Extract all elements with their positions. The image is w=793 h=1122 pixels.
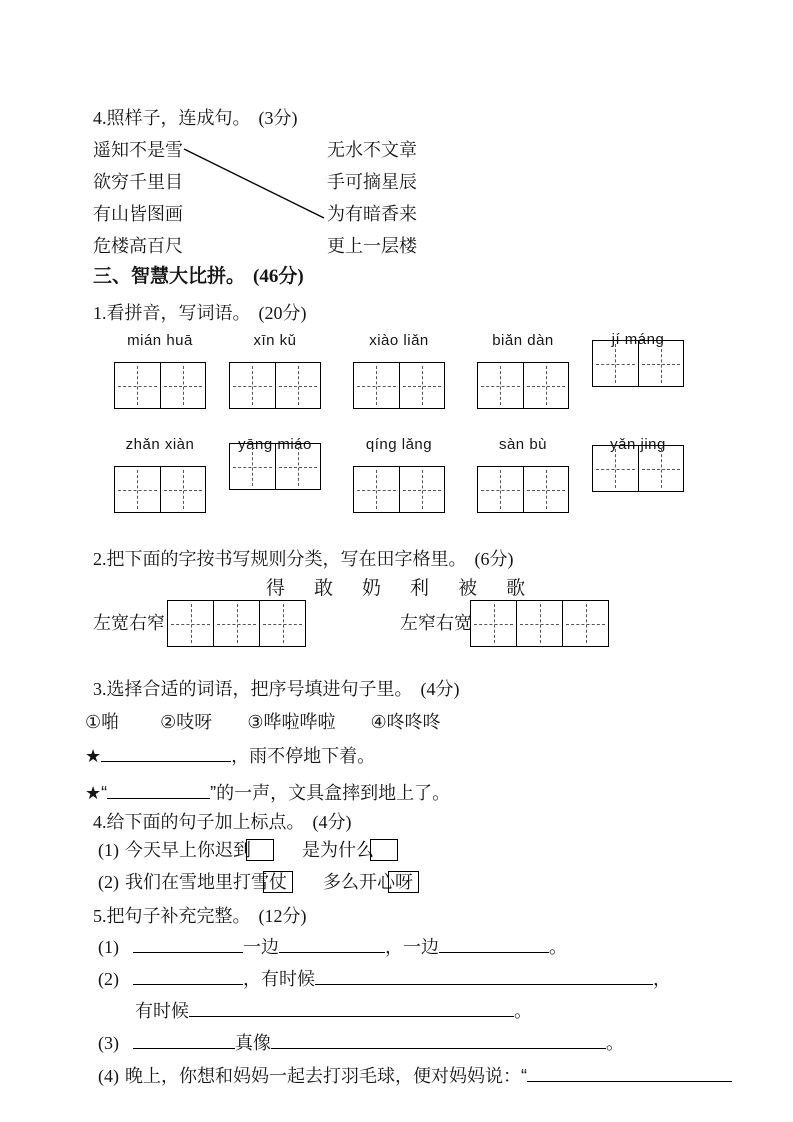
answer-blank[interactable] xyxy=(189,1001,514,1017)
q5-title: 5.把句子补充完整。 (12分) xyxy=(93,906,307,926)
tianzige-grid xyxy=(477,362,569,409)
tianzige-cell[interactable] xyxy=(517,601,563,646)
character-list xyxy=(266,573,525,600)
match-question-title: 4.照样子，连成句。 (3分) xyxy=(93,108,298,128)
tianzige-grid xyxy=(229,362,321,409)
tianzige-cell[interactable] xyxy=(400,467,445,512)
pinyin-label: yāng miáo xyxy=(238,436,312,453)
punctuation-box[interactable] xyxy=(263,871,293,893)
tianzige-cell[interactable] xyxy=(563,601,608,646)
item-number: (1) xyxy=(98,937,119,957)
tianzige-grid xyxy=(353,362,445,409)
pinyin-label: jí máng xyxy=(611,331,665,348)
q5-sentence-3: (3) 真像 。 xyxy=(98,1033,624,1053)
tianzige-cell[interactable] xyxy=(214,601,260,646)
pinyin-label: zhǎn xiàn xyxy=(125,436,195,453)
q5-sentence-1: (1) 一边 ，一边 。 xyxy=(98,937,567,957)
tianzige-cell[interactable] xyxy=(161,467,206,512)
pinyin-label: biǎn dàn xyxy=(492,332,554,349)
character: 奶 xyxy=(362,578,382,599)
item-number: (2) xyxy=(98,969,119,989)
tianzige-cell[interactable] xyxy=(354,467,400,512)
pinyin-label: yǎn jing xyxy=(610,436,666,453)
answer-blank[interactable] xyxy=(107,783,210,799)
tianzige-cell[interactable] xyxy=(115,467,161,512)
tianzige-cell[interactable] xyxy=(168,601,214,646)
tianzige-cell[interactable] xyxy=(276,444,321,489)
q3-sentence-1: ★ ，雨不停地下着。 xyxy=(85,746,376,766)
option-item[interactable]: ①啪 xyxy=(85,712,120,732)
tianzige-cell[interactable] xyxy=(524,363,569,408)
pinyin-label: mián huā xyxy=(127,332,193,349)
tianzige-grid xyxy=(592,340,684,387)
answer-blank[interactable] xyxy=(279,937,385,953)
q3-sentence-2: ★“ ”的一声，文具盒摔到地上了。 xyxy=(85,783,451,803)
tianzige-grid xyxy=(477,466,569,513)
score-label: (4分) xyxy=(420,679,460,699)
match-right-item[interactable]: 更上一层楼 xyxy=(327,236,417,256)
tianzige-grid xyxy=(114,466,206,513)
score-label: (4分) xyxy=(312,812,352,832)
punctuation-box[interactable] xyxy=(370,839,398,861)
q1-title: 1.看拼音，写词语。 (20分) xyxy=(93,303,307,323)
answer-blank[interactable] xyxy=(271,1033,606,1049)
answer-blank[interactable] xyxy=(315,969,653,985)
score-label: (12分) xyxy=(258,906,307,926)
tianzige-grid xyxy=(167,600,306,647)
item-number: (1) xyxy=(98,840,119,860)
tianzige-cell[interactable] xyxy=(478,467,524,512)
score-label: (20分) xyxy=(258,303,307,323)
pinyin-label: xīn kǔ xyxy=(253,332,297,349)
star-bullet: ★ xyxy=(85,783,102,803)
option-item[interactable]: ②吱呀 xyxy=(160,712,213,732)
tianzige-cell[interactable] xyxy=(471,601,517,646)
tianzige-cell[interactable] xyxy=(276,363,321,408)
question-number: 3. xyxy=(93,679,107,699)
score-label: (6分) xyxy=(474,549,514,569)
question-number: 1. xyxy=(93,303,107,323)
category-label-left: 左宽右窄 xyxy=(93,613,165,633)
tianzige-cell[interactable] xyxy=(115,363,161,408)
character: 得 xyxy=(266,578,286,599)
pinyin-label: xiào liǎn xyxy=(369,332,429,349)
answer-blank[interactable] xyxy=(133,937,243,953)
q4-title: 4.给下面的句子加上标点。 (4分) xyxy=(93,812,352,832)
score-label: (46分) xyxy=(253,266,304,287)
match-left-item[interactable]: 遥知不是雪 xyxy=(93,140,183,160)
tianzige-grid xyxy=(114,362,206,409)
question-number: 4. xyxy=(93,108,107,128)
question-number: 2. xyxy=(93,549,107,569)
question-number: 4. xyxy=(93,812,107,832)
q5-sentence-4: (4) 晚上，你想和妈妈一起去打羽毛球，便对妈妈说：“ xyxy=(98,1066,732,1086)
section-title: 三、智慧大比拼。 (46分) xyxy=(93,266,304,287)
tianzige-cell[interactable] xyxy=(639,341,684,386)
answer-blank[interactable] xyxy=(439,937,549,953)
q4-sentence-1: (1) 今天早上你迟到 是为什么 xyxy=(98,839,398,861)
pinyin-label: qíng lǎng xyxy=(365,436,433,453)
tianzige-grid xyxy=(592,445,684,492)
tianzige-grid xyxy=(353,466,445,513)
tianzige-cell[interactable] xyxy=(593,341,639,386)
punctuation-box[interactable] xyxy=(388,871,419,893)
punctuation-box[interactable] xyxy=(246,839,274,861)
q3-title: 3.选择合适的词语，把序号填进句子里。 (4分) xyxy=(93,679,460,699)
option-list xyxy=(85,712,441,732)
tianzige-cell[interactable] xyxy=(593,446,639,491)
q2-title: 2.把下面的字按书写规则分类，写在田字格里。 (6分) xyxy=(93,549,514,569)
tianzige-cell[interactable] xyxy=(230,363,276,408)
character: 利 xyxy=(410,578,430,599)
tianzige-cell[interactable] xyxy=(524,467,569,512)
answer-blank[interactable] xyxy=(133,1033,235,1049)
character: 敢 xyxy=(314,578,334,599)
match-right-item[interactable]: 无水不文章 xyxy=(327,140,417,160)
q5-sentence-2b: 有时候 。 xyxy=(135,1001,532,1021)
answer-blank[interactable] xyxy=(101,746,231,762)
match-right-item[interactable]: 为有暗香来 xyxy=(327,204,417,224)
match-left-item[interactable]: 危楼高百尺 xyxy=(93,236,183,256)
tianzige-cell[interactable] xyxy=(478,363,524,408)
pinyin-label: sàn bù xyxy=(498,436,548,453)
q5-sentence-2: (2) ，有时候 ， xyxy=(98,969,671,989)
answer-blank[interactable] xyxy=(133,969,243,985)
open-quote: “ xyxy=(101,783,108,803)
score-label: (3分) xyxy=(258,108,298,128)
tianzige-grid xyxy=(470,600,609,647)
match-left-item[interactable]: 有山皆图画 xyxy=(93,204,183,224)
tianzige-cell[interactable] xyxy=(260,601,305,646)
item-number: (4) xyxy=(98,1066,119,1086)
question-number: 5. xyxy=(93,906,107,926)
option-item[interactable]: ④咚咚咚 xyxy=(370,712,441,732)
answer-blank[interactable] xyxy=(527,1066,732,1082)
category-label-right: 左窄右宽 xyxy=(400,613,472,633)
item-number: (3) xyxy=(98,1033,119,1053)
tianzige-cell[interactable] xyxy=(639,446,684,491)
star-bullet: ★ xyxy=(85,746,102,766)
tianzige-grid xyxy=(229,443,321,490)
tianzige-cell[interactable] xyxy=(400,363,445,408)
tianzige-cell[interactable] xyxy=(161,363,206,408)
connector-line xyxy=(180,142,330,227)
character: 被 xyxy=(458,578,478,599)
tianzige-cell[interactable] xyxy=(354,363,400,408)
character: 歌 xyxy=(506,578,526,599)
match-left-item[interactable]: 欲穷千里目 xyxy=(93,172,183,192)
tianzige-cell[interactable] xyxy=(230,444,276,489)
option-item[interactable]: ③哗啦哗啦 xyxy=(247,712,336,732)
match-right-item[interactable]: 手可摘星辰 xyxy=(327,172,417,192)
item-number: (2) xyxy=(98,872,119,892)
q4-sentence-2: (2) 我们在雪地里打雪仗 多么开心呀 xyxy=(98,871,419,893)
